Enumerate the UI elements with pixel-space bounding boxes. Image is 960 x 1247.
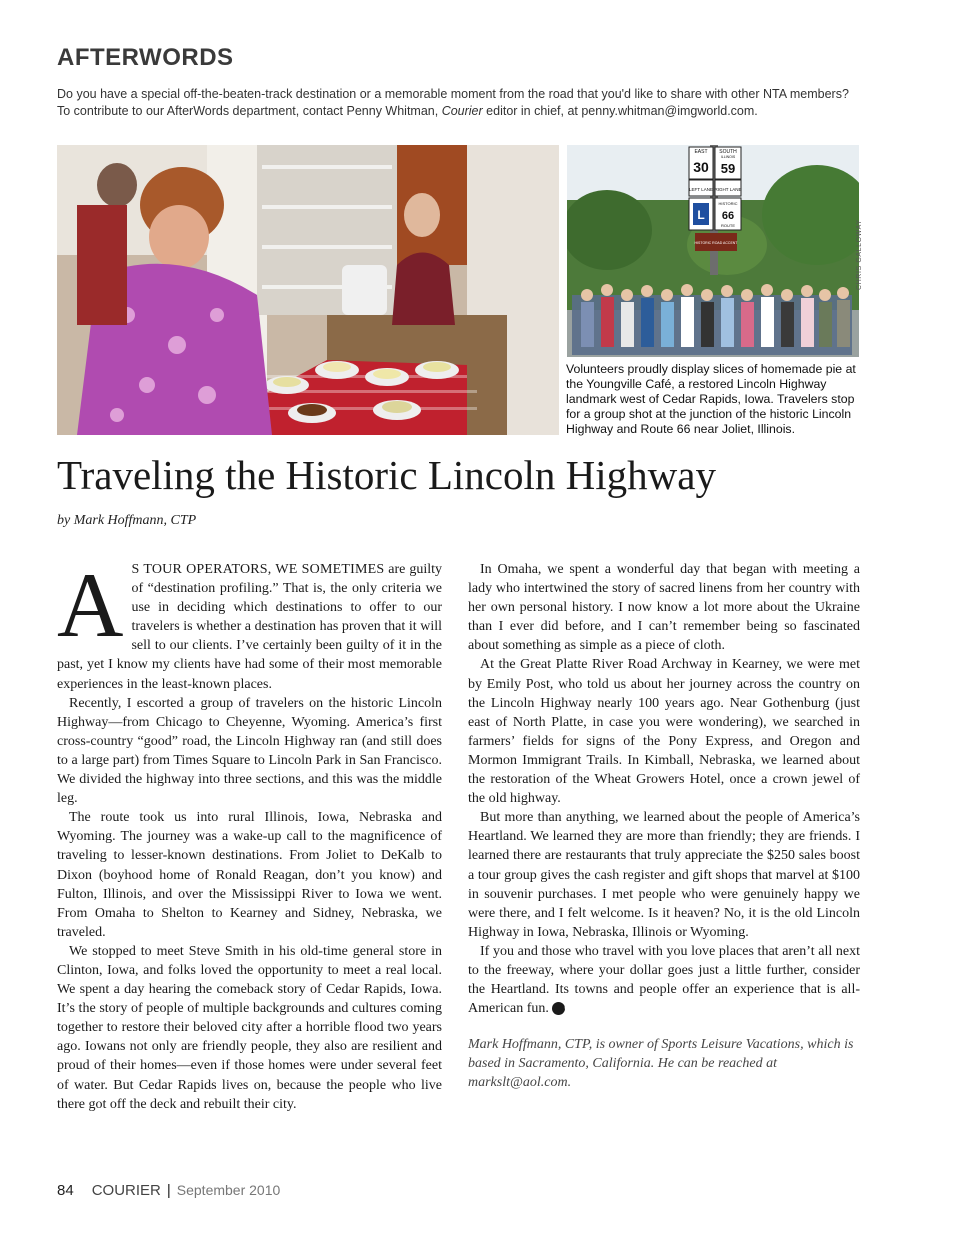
article-byline: by Mark Hoffmann, CTP: [57, 513, 197, 528]
sign-il59-direction: SOUTH: [719, 149, 737, 155]
paragraph-5: In Omaha, we spent a wonderful day that began with meeting a lady who intertwined the story of sacred linens from her country with her own personal history. I now know a lot more about the Ukraine than I ever did before, and I can’t remember being so fascinated about something as simple as a piece of cloth.: [468, 562, 860, 654]
intro-blurb: [57, 86, 897, 120]
page-number: 84: [57, 1182, 74, 1199]
sign-left-lane: LEFT LANE: [689, 187, 713, 192]
cafe-photo-illustration: [57, 145, 559, 435]
section-heading: AFTERWORDS: [57, 44, 234, 71]
group-photo-illustration: [567, 145, 859, 357]
page-footer: [57, 1182, 280, 1199]
photo-caption: Volunteers proudly display slices of homemade pie at the Youngville Café, a restored Lincoln Highway landmark west of Cedar Rapids, Iowa. Travelers stop for a group shot at the junction of the historic Lincoln Highway and Route 66 near Joliet, Illinois.: [566, 362, 856, 436]
paragraph-7: But more than anything, we learned about the people of America’s Heartland. We learned they are more than friendly; they are friends. I learned there are restaurants that truly appreciate the $250 sales boost a tour group gives the cash register and gift shops that marvel at $100 in souvenir purchases. I met people who were genuinely happy we were there, and I felt welcome. Is it heaven? No, it is the old Lincoln Highway in Iowa, Nebraska, Illinois or Wyoming.: [468, 810, 860, 940]
article-headline: Traveling the Historic Lincoln Highway: [57, 452, 716, 498]
sign-il59-state: ILLINOIS: [720, 155, 736, 159]
article-column-right: [468, 560, 860, 1093]
article-column-left: [57, 554, 442, 1114]
paragraph-8-text: If you and those who travel with you love places that aren’t all next to the freeway, where your dollar goes just a little further, consider the Heartland. Its towns and people offer an experience that is all-American fun.: [468, 943, 860, 1017]
intro-courier: Courier: [441, 104, 483, 118]
magazine-name: COURIER: [91, 1182, 161, 1199]
sign-historic: HISTORIC: [718, 201, 738, 206]
paragraph-1: [57, 554, 442, 694]
intro-line-2-end: editor in chief, at penny.whitman@imgworld.com.: [482, 104, 758, 118]
paragraph-1-text: are guilty of “destination profiling.” That is, the only criteria we use in deciding which destinations to offer to our travelers is whether a destination has proven that it will sell to our clients. I’ve certainly been guilty of it in the past, yet I know my clients have had some of their most memorable experiences in the least-known places.: [57, 562, 442, 692]
sign-route: ROUTE: [721, 223, 735, 228]
intro-line-1: Do you have a special off-the-beaten-track destination or a memorable moment from the road that you'd like to share with other NTA members?: [57, 87, 849, 101]
paragraph-2: Recently, I escorted a group of travelers on the historic Lincoln Highway—from Chicago to Cheyenne, Wyoming. America’s first cross-country “good” road, the Lincoln Highway ran (and still does to a large part) from Times Square to Lincoln Park in San Francisco. We divided the highway into three sections, and this was the middle leg.: [57, 695, 442, 807]
lead-in-caps: S TOUR OPERATORS, WE SOMETIMES: [131, 562, 385, 577]
photo-credit: CHRIS GALLOWAY: [856, 219, 863, 290]
footer-separator: |: [166, 1182, 171, 1199]
sign-route-66: 66: [721, 210, 735, 222]
paragraph-8: [468, 942, 860, 1018]
paragraph-4: We stopped to meet Steve Smith in his old-time general store in Clinton, Iowa, and folks loved the opportunity to meet a real local. We spent a day hearing the comeback story of Cedar Rapids, Iowa. It’s the story of people of multiple backgrounds and cultures coming together to restore their beloved city after a horrible flood two years ago. Iowans not only are friendly people, they also are resilient and proud of their homes—even if those homes were under several feet of water. But Cedar Rapids lives on, because the people who live there got off the deck and rebuilt their city.: [57, 943, 442, 1112]
intro-line-2-start: To contribute to our AfterWords department, contact Penny Whitman,: [57, 104, 442, 118]
paragraph-3: The route took us into rural Illinois, Iowa, Nebraska and Wyoming. The journey was a wake-up call to the magnificence of traveling to lesser-known destinations. From Joliet to DeKalb to Dixon (boyhood home of Ronald Reagan, don’t you know) and Fulton, Illinois, and over the Mississippi River to Iowa we went. From Omaha to Shelton to Kearney and Sidney, Nebraska, we traveled.: [57, 810, 442, 940]
paragraph-6: At the Great Platte River Road Archway in Kearney, we were met by Emily Post, who told us about her journey across the country on the Lincoln Highway nearly 100 years ago. Near Gothenburg (just east of North Platte, in case you were wondering), we searched in farmers’ fields for signs of the Pony Express, and Oregon and Mormon Immigrant Trails. In Kimball, Nebraska, we learned about the restoration of the Wheat Growers Hotel, once a crown jewel of the old highway.: [468, 657, 860, 807]
sign-il59-number: 59: [720, 161, 736, 176]
drop-cap: A: [57, 554, 124, 656]
sign-lincoln-highway: L: [697, 208, 705, 222]
sign-right-lane: RIGHT LANE: [714, 187, 742, 192]
intro-line-2: [57, 103, 897, 120]
end-mark-icon: C: [552, 1002, 565, 1015]
issue-date: September 2010: [176, 1182, 281, 1198]
sign-us30-direction: EAST: [694, 149, 708, 155]
author-bio: Mark Hoffmann, CTP, is owner of Sports Leisure Vacations, which is based in Sacramento, California. He can be reached at markslt@aol.com.: [468, 1037, 854, 1091]
sign-us30-number: 30: [693, 159, 709, 175]
cafe-photo: [57, 145, 559, 435]
sign-historic-road: HISTORIC ROAD ACCENT: [694, 241, 738, 245]
group-photo: [567, 145, 859, 357]
